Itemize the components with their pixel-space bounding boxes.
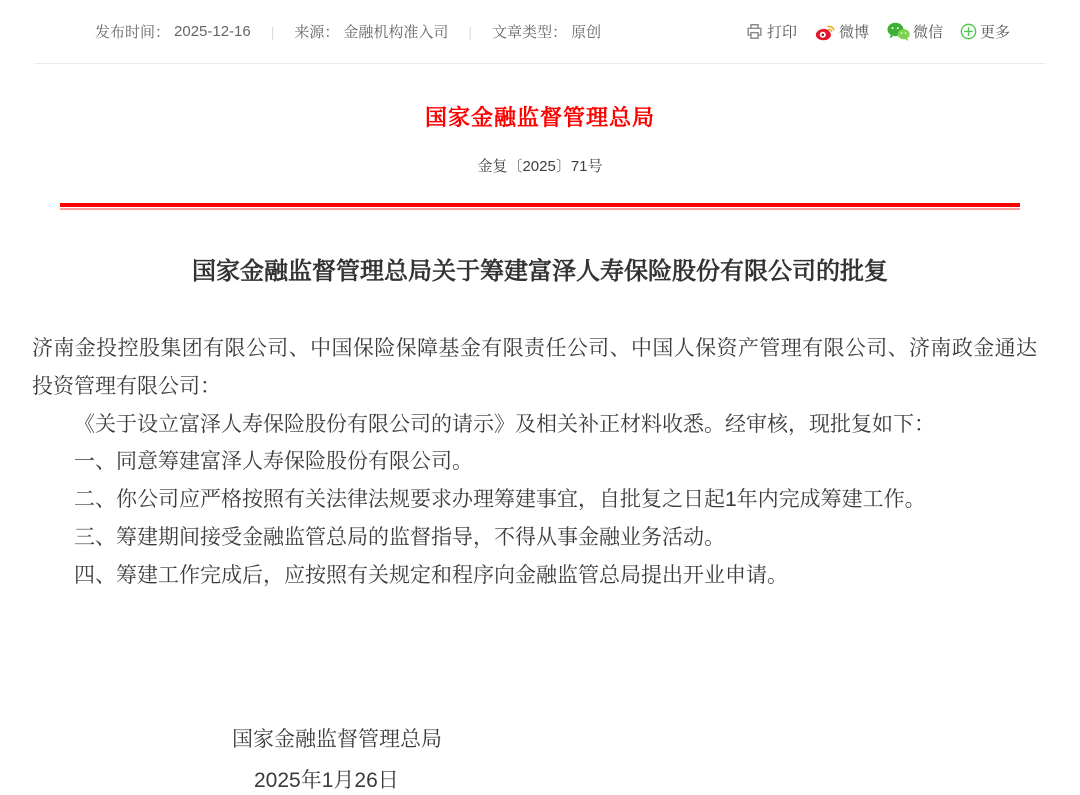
wechat-share-button[interactable]: [886, 21, 943, 42]
red-divider-thick-line: [60, 203, 1020, 207]
more-share-button[interactable]: [960, 21, 1010, 42]
wechat-icon: [886, 21, 910, 42]
article-type: [492, 21, 601, 42]
body-paragraph: 《关于设立富泽人寿保险股份有限公司的请示》及相关补正材料收悉。经审核，现批复如下：: [74, 412, 935, 436]
weibo-icon: [814, 21, 836, 43]
article-type-label: 文章类型：: [492, 24, 568, 41]
publish-time: [95, 21, 251, 42]
print-label: 打印: [766, 24, 797, 41]
article-source: [294, 21, 448, 42]
red-divider-thin-line: [60, 208, 1020, 210]
article-meta-bar: [35, 0, 1045, 64]
body-paragraph: 四、筹建工作完成后，应按照有关规定和程序向金融监管总局提出开业申请。: [74, 563, 788, 587]
red-divider: [60, 203, 1020, 210]
document-body: [32, 330, 1037, 595]
page-title: 国家金融监督管理总局关于筹建富泽人寿保险股份有限公司的批复: [192, 258, 888, 285]
body-paragraph: 一、同意筹建富泽人寿保险股份有限公司。: [74, 450, 473, 474]
addressee-paragraph: 济南金投控股集团有限公司、中国保险保障基金有限责任公司、中国人保资产管理有限公司、济南政金通达投资管理有限公司：: [32, 337, 1037, 398]
meta-separator: |: [270, 23, 275, 40]
more-label: 更多: [979, 24, 1010, 41]
signature-date: 2025年1月26日: [254, 768, 399, 792]
wechat-label: 微信: [912, 24, 943, 41]
signature-agency: 国家金融监督管理总局: [232, 727, 442, 751]
article-type-value: 原创: [571, 24, 602, 41]
publish-time-label: 发布时间：: [95, 24, 171, 41]
doc-number: 金复〔2025〕71号: [477, 158, 603, 175]
signature-block: [0, 729, 1080, 791]
article-meta-info: [35, 21, 601, 42]
weibo-label: 微博: [838, 24, 869, 41]
body-paragraph: 二、你公司应严格按照有关法律法规要求办理筹建事宜，自批复之日起1年内完成筹建工作。: [74, 488, 926, 512]
share-toolbar: [745, 21, 1045, 43]
agency-title: 国家金融监督管理总局: [424, 105, 655, 130]
source-label: 来源：: [294, 24, 340, 41]
weibo-share-button[interactable]: [814, 21, 869, 43]
plus-circle-icon: [960, 23, 977, 40]
body-paragraph: 三、筹建期间接受金融监管总局的监督指导，不得从事金融业务活动。: [74, 525, 725, 549]
printer-icon: [745, 22, 764, 41]
source-value: 金融机构准入司: [343, 24, 449, 41]
print-button[interactable]: [745, 21, 797, 42]
meta-separator: |: [468, 23, 473, 40]
publish-time-value: 2025-12-16: [174, 23, 251, 40]
